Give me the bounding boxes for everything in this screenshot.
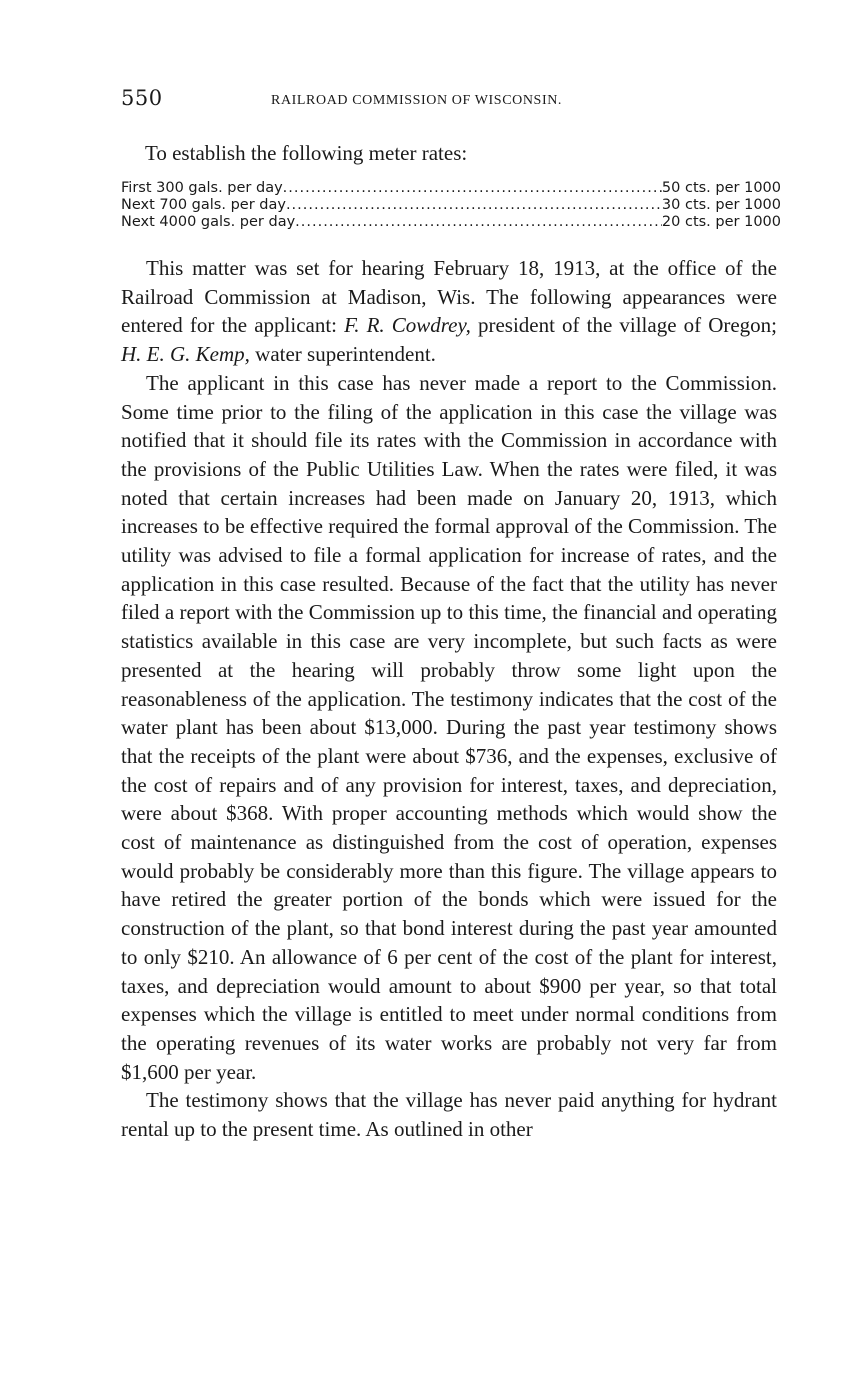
rate-label: Next 4000 gals. per day	[121, 214, 296, 230]
paragraph-text: president of the village of Oregon;	[470, 313, 778, 338]
rate-label: First 300 gals. per day	[121, 180, 283, 196]
rate-value: 20 cts. per 1000	[661, 214, 781, 230]
paragraph-hearing	[121, 254, 777, 369]
person-name: H. E. G. Kemp,	[121, 342, 250, 367]
meter-rates-table	[121, 180, 781, 231]
paragraph-text: water superintendent.	[249, 342, 436, 367]
paragraph-hydrant-rental: The testimony shows that the village has never paid anything for hydrant rental up to the present time. As outlined in other	[121, 1088, 777, 1142]
rate-value: 30 cts. per 1000	[661, 197, 781, 213]
leader-dots	[286, 197, 662, 214]
rate-row	[121, 180, 781, 197]
rate-row	[121, 214, 781, 231]
page-header	[121, 86, 781, 116]
rate-row	[121, 197, 781, 214]
leader-dots	[283, 180, 662, 197]
rate-label: Next 700 gals. per day	[121, 197, 286, 213]
body-text	[121, 254, 777, 1144]
paragraph-finances: The applicant in this case has never made a report to the Commission. Some time prior to the filing of the application in this case the village was notified that it should file its rates with the Commission in accordance with the provisions of the Public Utilities Law. When the rates were filed, it was noted that certain increases had been made on January 20, 1913, which increases to be effective required the formal approval of the Commission. The utility was advised to file a formal application for increase of rates, and the application in this case resulted. Because of the fact that the utility has never filed a report with the Commission up to this time, the financial and operating statistics available in this case are very incomplete, but such facts as were presented at the hearing will probably throw some light upon the reasonableness of the application. The testimony indicates that the cost of the water plant has been about $13,000. During the past year testimony shows that the receipts of the plant were about $736, and the expenses, exclusive of the cost of repairs and of any provision for interest, taxes, and depreciation, were about $368. With proper accounting methods which would show the cost of maintenance as distinguished from the cost of operation, expenses would probably be considerably more than this figure. The village appears to have retired the greater portion of the bonds which were issued for the construction of the plant, so that bond interest during the past year amounted to only $210. An allowance of 6 per cent of the cost of the plant for interest, taxes, and depreciation would amount to about $900 per year, so that total expenses which the village is entitled to meet under normal conditions from the operating revenues of its water works are probably not very far from $1,600 per year.	[121, 370, 777, 1084]
person-name: F. R. Cowdrey,	[344, 313, 471, 338]
paragraph-text: This matter was set for hearing February 18, 1913, at the office of the Railroad Commission at Madison, Wis. The following appearances were entered for the applicant:	[121, 256, 777, 338]
running-head: RAILROAD COMMISSION OF WISCONSIN.	[271, 93, 563, 108]
intro-line: To establish the following meter rates:	[145, 141, 468, 165]
rate-value: 50 cts. per 1000	[661, 180, 781, 196]
leader-dots	[295, 214, 662, 231]
page-number: 550	[121, 86, 163, 110]
